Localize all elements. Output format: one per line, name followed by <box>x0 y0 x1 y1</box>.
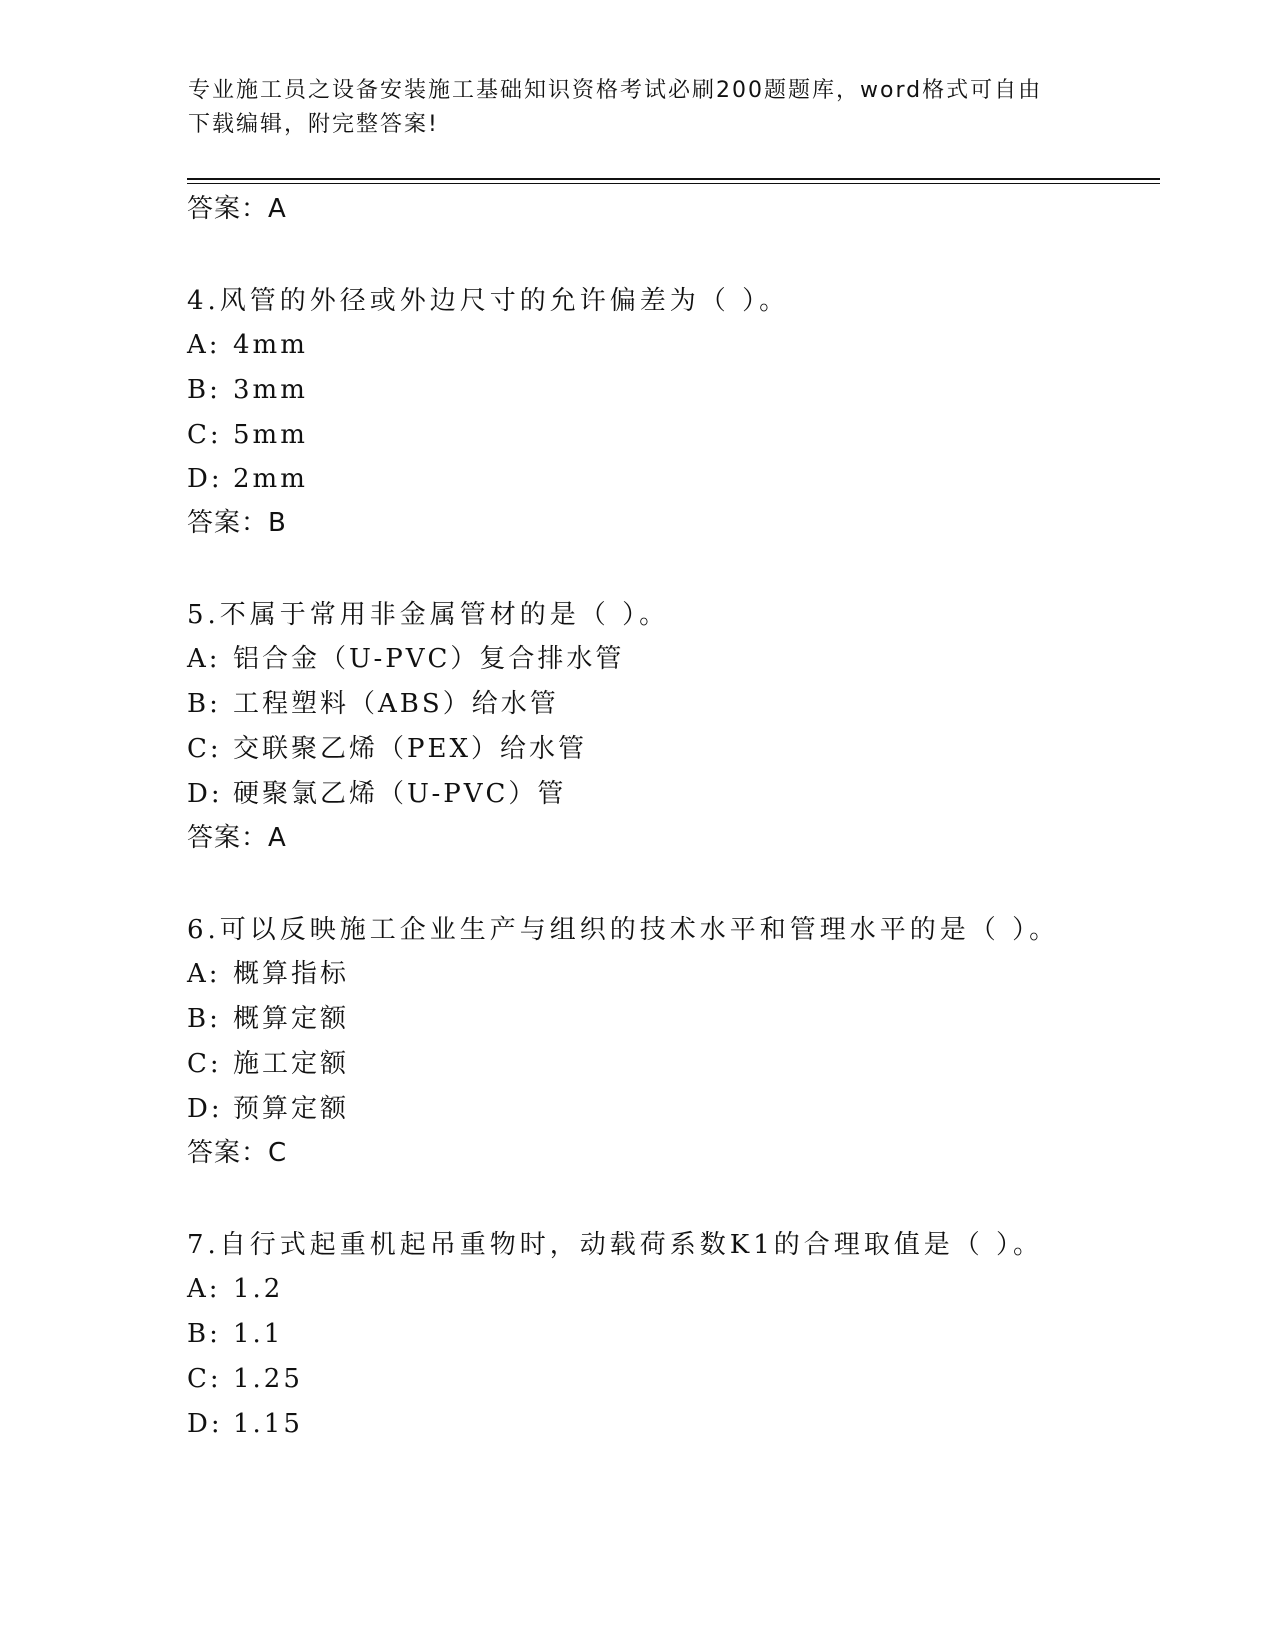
header-title-line-1: 专业施工员之设备安装施工基础知识资格考试必刷200题题库，word格式可自由 <box>188 78 1043 103</box>
option-text: 1.25 <box>233 1364 303 1394</box>
answer-q6: 答案：C <box>187 1138 288 1168</box>
question-7-option-c <box>187 1362 303 1396</box>
question-7-option-a <box>187 1272 283 1306</box>
question-6-text: 6.可以反映施工企业生产与组织的技术水平和管理水平的是（ ）。 <box>187 915 1060 945</box>
option-letter: C: <box>187 734 222 764</box>
option-text: 4mm <box>233 330 308 360</box>
answer-q5: 答案：A <box>187 823 287 853</box>
option-text: 铝合金（U-PVC）复合排水管 <box>233 644 625 674</box>
question-5-option-b <box>187 687 559 721</box>
option-letter: A: <box>187 330 221 360</box>
question-4-option-a <box>187 328 308 362</box>
option-text: 1.2 <box>233 1274 284 1304</box>
option-letter: A: <box>187 1274 221 1304</box>
option-letter: A: <box>187 959 221 989</box>
question-4-option-b <box>187 373 308 407</box>
question-7-option-d <box>187 1407 303 1441</box>
question-5-option-d <box>187 777 566 811</box>
option-letter: B: <box>187 689 221 719</box>
option-letter: D: <box>187 779 223 809</box>
option-text: 3mm <box>233 375 308 405</box>
option-text: 2mm <box>233 464 308 494</box>
header-title-line-2: 下载编辑，附完整答案! <box>188 112 439 137</box>
question-7-text: 7.自行式起重机起吊重物时，动载荷系数K1的合理取值是（ ）。 <box>187 1230 1044 1260</box>
option-letter: D: <box>187 464 223 494</box>
option-text: 1.1 <box>233 1319 284 1349</box>
document-header <box>188 74 1088 142</box>
option-text: 施工定额 <box>233 1049 350 1079</box>
question-6-option-b <box>187 1002 349 1036</box>
option-letter: C: <box>187 420 222 450</box>
question-6-option-a <box>187 957 349 991</box>
question-4-option-c <box>187 418 308 452</box>
option-text: 5mm <box>233 420 308 450</box>
option-letter: B: <box>187 1319 221 1349</box>
question-6-option-d <box>187 1092 349 1126</box>
question-5-option-a <box>187 642 624 676</box>
option-letter: B: <box>187 375 221 405</box>
option-text: 硬聚氯乙烯（U-PVC）管 <box>233 779 567 809</box>
option-letter: D: <box>187 1094 223 1124</box>
header-divider-thick <box>187 178 1160 180</box>
answer-q4: 答案：B <box>187 508 287 538</box>
option-letter: C: <box>187 1364 222 1394</box>
option-letter: C: <box>187 1049 222 1079</box>
question-4-option-d <box>187 462 308 496</box>
question-4-text: 4.风管的外径或外边尺寸的允许偏差为（ ）。 <box>187 286 790 316</box>
option-text: 1.15 <box>233 1409 303 1439</box>
answer-q3: 答案：A <box>187 194 287 224</box>
question-5-text: 5.不属于常用非金属管材的是（ ）。 <box>187 600 670 630</box>
option-text: 概算指标 <box>233 959 350 989</box>
option-text: 概算定额 <box>233 1004 350 1034</box>
option-letter: A: <box>187 644 221 674</box>
question-6-option-c <box>187 1047 349 1081</box>
question-7-option-b <box>187 1317 283 1351</box>
option-letter: B: <box>187 1004 221 1034</box>
option-text: 工程塑料（ABS）给水管 <box>233 689 559 719</box>
option-text: 预算定额 <box>233 1094 350 1124</box>
question-5-option-c <box>187 732 587 766</box>
option-text: 交联聚乙烯（PEX）给水管 <box>233 734 587 764</box>
option-letter: D: <box>187 1409 223 1439</box>
header-divider-thin <box>187 183 1160 184</box>
